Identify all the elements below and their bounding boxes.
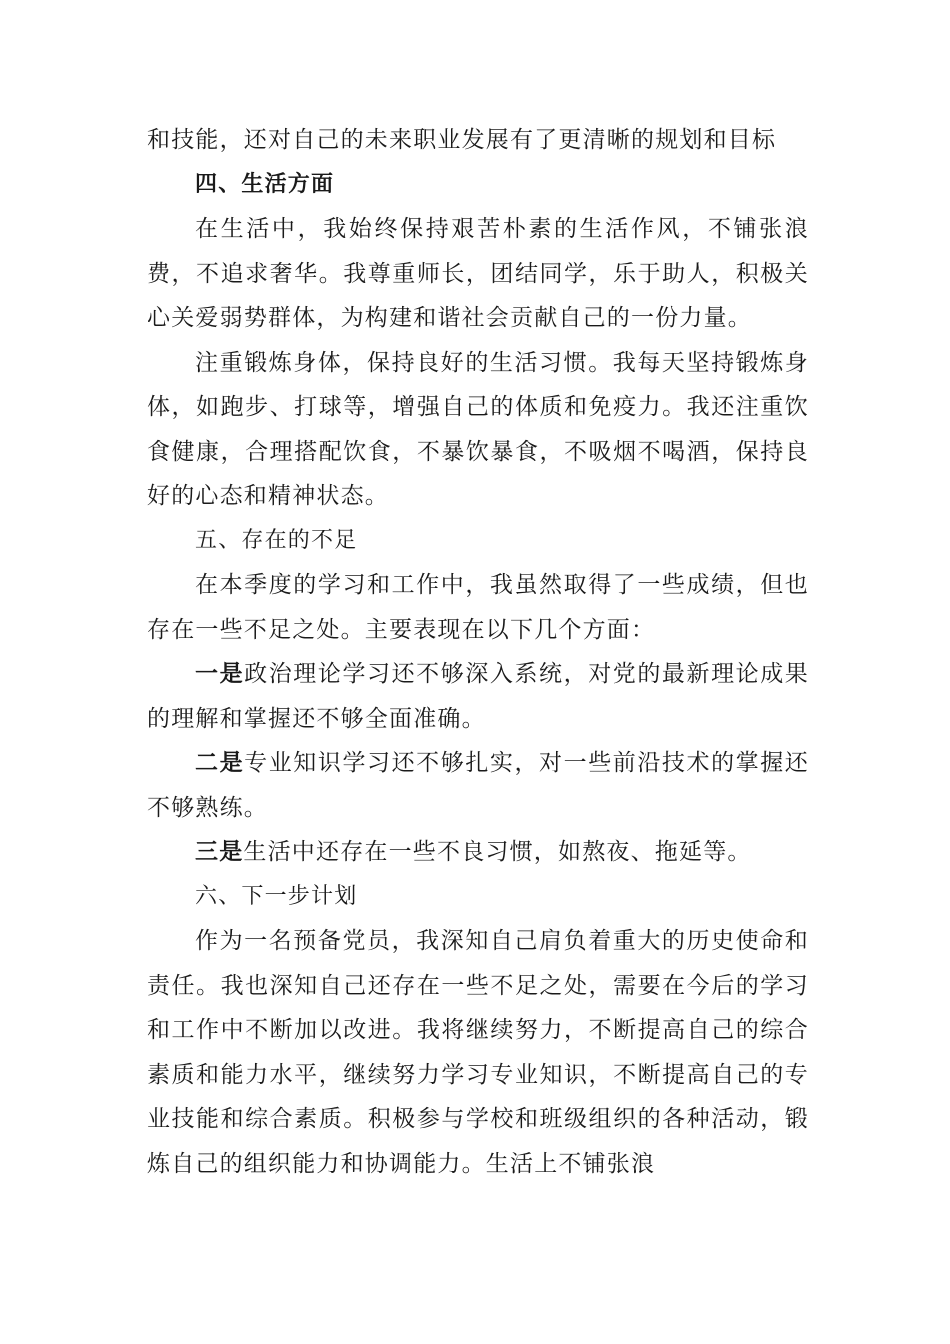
- shortcoming-item-3: [147, 830, 809, 875]
- shortcoming-item-1: [147, 652, 809, 741]
- shortcoming-item-1-text: 政治理论学习还不够深入系统，对党的最新理论成果的理解和掌握还不够全面准确。: [147, 661, 809, 732]
- life-paragraph-2: 注重锻炼身体，保持良好的生活习惯。我每天坚持锻炼身体，如跑步、打球等，增强自己的体质和免疫力。我还注重饮食健康，合理搭配饮食，不暴饮暴食，不吸烟不喝酒，保持良好的心态和精神状态。: [147, 349, 809, 509]
- shortcoming-item-2-lead: 二是: [195, 750, 245, 776]
- shortcoming-item-3-lead: 三是: [195, 839, 244, 865]
- plan-paragraph: 作为一名预备党员，我深知自己肩负着重大的历史使命和责任。我也深知自己还存在一些不足之处，需要在今后的学习和工作中不断加以改进。我将继续努力，不断提高自己的综合素质和能力水平，继续努力学习专业知识，不断提高自己的专业技能和综合素质。积极参与学校和班级组织的各种活动，锻炼自己的组织能力和协调能力。生活上不铺张浪: [147, 928, 809, 1177]
- continuation-paragraph: 和技能，还对自己的未来职业发展有了更清晰的规划和目标: [147, 127, 777, 153]
- shortcoming-item-2: [147, 741, 809, 830]
- shortcoming-item-1-lead: 一是: [195, 661, 245, 687]
- shortcoming-item-2-text: 专业知识学习还不够扎实，对一些前沿技术的掌握还不够熟练。: [147, 750, 809, 821]
- section-heading-life: 四、生活方面: [195, 171, 335, 197]
- life-paragraph-1: 在生活中，我始终保持艰苦朴素的生活作风，不铺张浪费，不追求奢华。我尊重师长，团结同学，乐于助人，积极关心关爱弱势群体，为构建和谐社会贡献自己的一份力量。: [147, 216, 809, 331]
- section-heading-plan: 六、下一步计划: [195, 883, 358, 909]
- section-heading-shortcomings: 五、存在的不足: [195, 527, 358, 553]
- shortcomings-intro: 在本季度的学习和工作中，我虽然取得了一些成绩，但也存在一些不足之处。主要表现在以下几个方面：: [147, 572, 809, 643]
- document-page: [147, 118, 809, 1186]
- shortcoming-item-3-text: 生活中还存在一些不良习惯，如熬夜、拖延等。: [243, 839, 752, 865]
